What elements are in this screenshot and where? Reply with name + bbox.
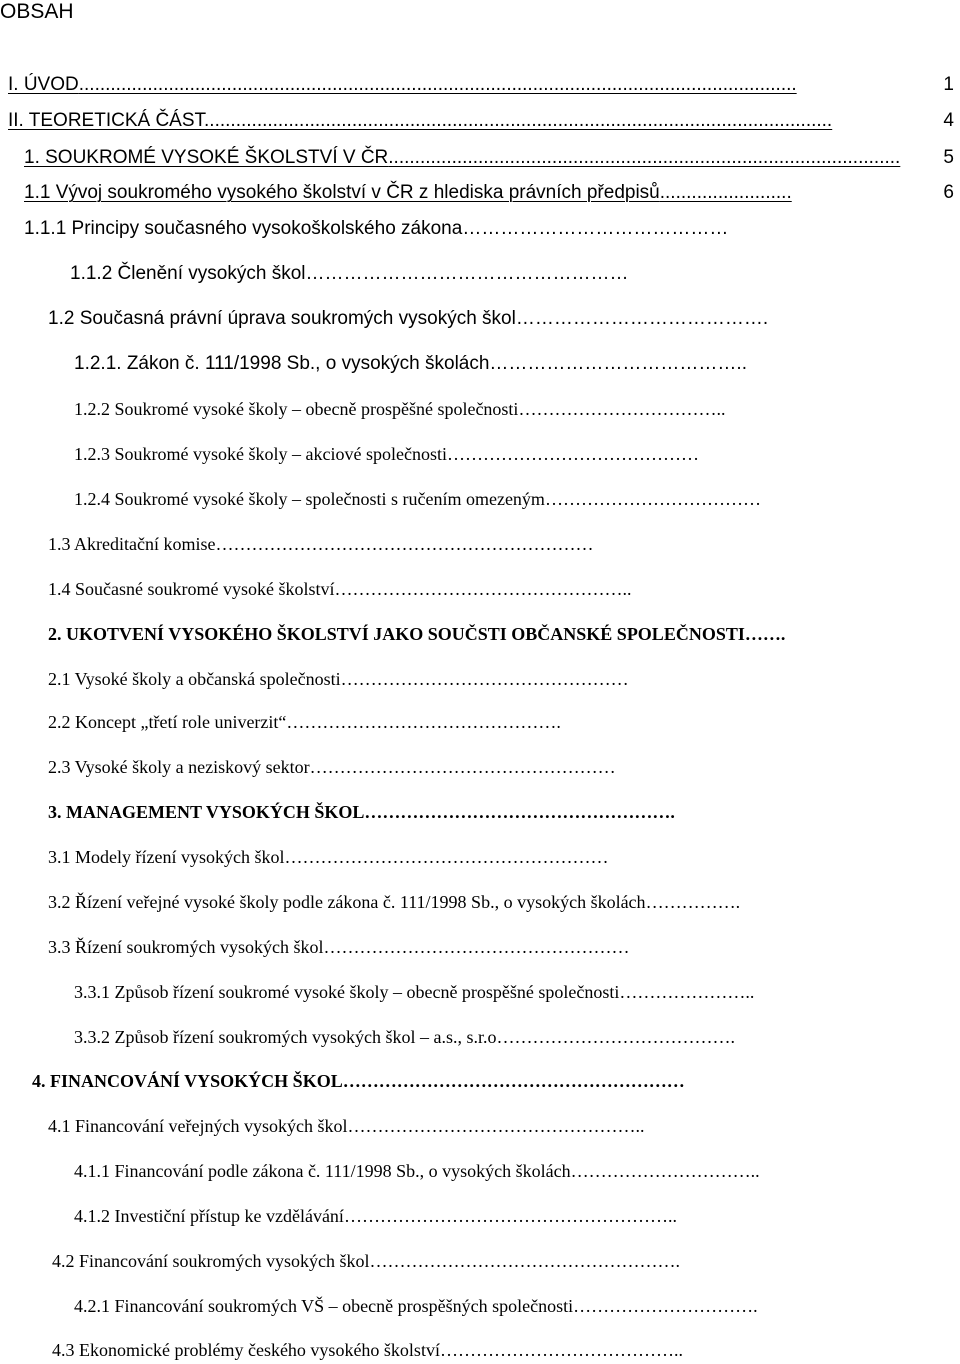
toc-entry-title: 2. UKOTVENÍ VYSOKÉHO ŠKOLSTVÍ JAKO SOUČSTI OBČANSKÉ SPOLEČNOSTI: [48, 624, 745, 644]
toc-entry-title: 4.1.1 Financování podle zákona č. 111/1998 Sb., o vysokých školách: [74, 1161, 571, 1181]
toc-entry-leader: ……………………………..: [518, 399, 726, 419]
toc-entry-leader: .........................: [659, 182, 792, 203]
toc-entry[interactable]: [74, 1025, 735, 1049]
toc-entry-title: 1.2.4 Soukromé vysoké školy – společnosti s ručením omezeným: [74, 489, 545, 509]
toc-entry-leader: ……………………………………: [446, 444, 699, 464]
toc-entry-leader: ........................................................................................................................................: [78, 74, 797, 95]
toc-entry-title: 4.2 Financování soukromých vysokých škol: [52, 1251, 370, 1271]
toc-entry-title: 2.3 Vysoké školy a neziskový sektor: [48, 757, 310, 777]
toc-entry-title: 1.2.1. Zákon č. 111/1998 Sb., o vysokých školách: [74, 353, 490, 374]
toc-entry-title: 1. SOUKROMÉ VYSOKÉ ŠKOLSTVÍ V ČR: [24, 147, 389, 168]
toc-entry-leader: .......................................................................................................................: [204, 110, 833, 131]
toc-entry-title: 2.2 Koncept „třetí role univerzit“: [48, 712, 287, 732]
toc-entry[interactable]: [48, 577, 631, 601]
toc-entry-title: 4.3 Ekonomické problémy českého vysokého školství: [52, 1340, 440, 1360]
toc-entry-leader: …………….: [645, 892, 741, 912]
toc-entry-title: I. ÚVOD: [8, 74, 79, 95]
toc-entry[interactable]: [74, 980, 754, 1004]
toc-entry-leader: ………………………………….: [515, 308, 769, 329]
toc-entry-leader: …………………………………………………: [342, 1071, 685, 1091]
toc-entry[interactable]: [74, 442, 699, 466]
toc-entry-leader: ………………………………………………..: [343, 1206, 677, 1226]
toc-entry[interactable]: [24, 181, 954, 205]
toc-entry-leader: ……………………………………: [462, 218, 729, 239]
toc-entry-leader: ……………………………………….: [286, 712, 561, 732]
toc-entry-title: II. TEORETICKÁ ČÁST: [8, 110, 205, 131]
toc-entry[interactable]: [24, 146, 954, 170]
toc-entry-title: 4.2.1 Financování soukromých VŠ – obecně prospěšných společnosti: [74, 1296, 574, 1316]
toc-entry-leader: …….: [744, 624, 786, 644]
toc-entry[interactable]: [52, 1249, 680, 1273]
toc-entry-page-number: 5: [943, 147, 954, 168]
toc-entry-title: 3. MANAGEMENT VYSOKÝCH ŠKOL: [48, 802, 365, 822]
toc-entry-title: 3.3 Řízení soukromých vysokých škol: [48, 937, 324, 957]
toc-entry[interactable]: [74, 487, 761, 511]
toc-entry-leader: ………………………………………………………: [215, 534, 594, 554]
toc-entry-leader: …………………………………………….: [369, 1251, 680, 1271]
toc-entry-title: 3.2 Řízení veřejné vysoké školy podle zákona č. 111/1998 Sb., o vysokých školách: [48, 892, 646, 912]
toc-entry[interactable]: [70, 262, 629, 286]
toc-entry[interactable]: [48, 307, 768, 331]
toc-entry-leader: ………………………………….: [496, 1027, 735, 1047]
toc-entry-title: 3.3.1 Způsob řízení soukromé vysoké školy – obecně prospěšné společnosti: [74, 982, 620, 1002]
toc-entry-leader: …………………………………..: [489, 353, 747, 374]
toc-entry-title: 3.1 Modely řízení vysokých škol: [48, 847, 285, 867]
toc-entry-page-number: 1: [943, 74, 954, 95]
toc-entry[interactable]: [24, 217, 728, 241]
toc-entry-leader: ……………………………………………: [305, 263, 629, 284]
toc-entry-page-number: 4: [943, 110, 954, 131]
toc-entry-leader: …………………..: [619, 982, 755, 1002]
toc-entry-leader: ………………………….: [573, 1296, 758, 1316]
toc-entry[interactable]: [8, 109, 954, 133]
toc-entry-leader: …………………………………………..: [347, 1116, 645, 1136]
toc-entry-page-number: 6: [943, 182, 954, 203]
toc-entry-leader: …………………………………………….: [364, 802, 675, 822]
toc-entry-leader: …………………………..: [570, 1161, 760, 1181]
toc-entry[interactable]: [52, 1338, 683, 1362]
toc-entry-title: 4.1.2 Investiční přístup ke vzdělávání: [74, 1206, 344, 1226]
toc-entry-leader: ………………………………………………: [284, 847, 609, 867]
toc-entry[interactable]: [48, 1114, 644, 1138]
toc-entry-leader: ……………………………………………: [309, 757, 616, 777]
toc-entry-title: 1.1.2 Členění vysokých škol: [70, 263, 306, 284]
toc-entry[interactable]: [74, 1294, 758, 1318]
toc-entry-title: 1.2 Současná právní úprava soukromých vysokých škol: [48, 308, 516, 329]
toc-entry[interactable]: [48, 667, 629, 691]
toc-entry[interactable]: [48, 935, 629, 959]
toc-entry[interactable]: [48, 800, 675, 824]
document-title: OBSAH: [0, 0, 74, 23]
toc-entry[interactable]: [74, 1204, 677, 1228]
toc-entry[interactable]: [74, 397, 725, 421]
toc-entry[interactable]: [74, 352, 747, 376]
toc-entry[interactable]: [32, 1069, 685, 1093]
toc-entry[interactable]: [48, 755, 616, 779]
toc-entry[interactable]: [48, 532, 593, 556]
toc-entry-title: 2.1 Vysoké školy a občanská společnosti: [48, 669, 341, 689]
toc-entry-title: 3.3.2 Způsob řízení soukromých vysokých škol – a.s., s.r.o: [74, 1027, 497, 1047]
toc-entry-title: 1.2.2 Soukromé vysoké školy – obecně prospěšné společnosti: [74, 399, 519, 419]
toc-entry-leader: ………………………………: [544, 489, 761, 509]
toc-entry-title: 4. FINANCOVÁNÍ VYSOKÝCH ŠKOL: [32, 1071, 343, 1091]
toc-entry-title: 1.2.3 Soukromé vysoké školy – akciové společnosti: [74, 444, 447, 464]
toc-entry-title: 1.4 Současné soukromé vysoké školství: [48, 579, 335, 599]
toc-entry-leader: .................................................................................................: [388, 147, 901, 168]
toc-entry-title: 1.3 Akreditační komise: [48, 534, 216, 554]
toc-entry-title: 1.1.1 Principy současného vysokoškolského zákona: [24, 218, 463, 239]
toc-entry-leader: …………………………………………..: [334, 579, 632, 599]
toc-entry[interactable]: [48, 710, 561, 734]
toc-entry-title: 1.1 Vývoj soukromého vysokého školství v ČR z hlediska právních předpisů: [24, 182, 660, 203]
toc-entry[interactable]: [48, 890, 740, 914]
toc-entry-title: 4.1 Financování veřejných vysokých škol: [48, 1116, 348, 1136]
toc-entry[interactable]: [8, 73, 954, 97]
toc-entry-leader: …………………………………………: [340, 669, 629, 689]
toc-entry-leader: …………………………………..: [439, 1340, 683, 1360]
toc-entry[interactable]: [48, 845, 608, 869]
toc-entry-leader: ……………………………………………: [323, 937, 630, 957]
toc-entry[interactable]: [74, 1159, 760, 1183]
toc-entry[interactable]: [48, 622, 785, 646]
